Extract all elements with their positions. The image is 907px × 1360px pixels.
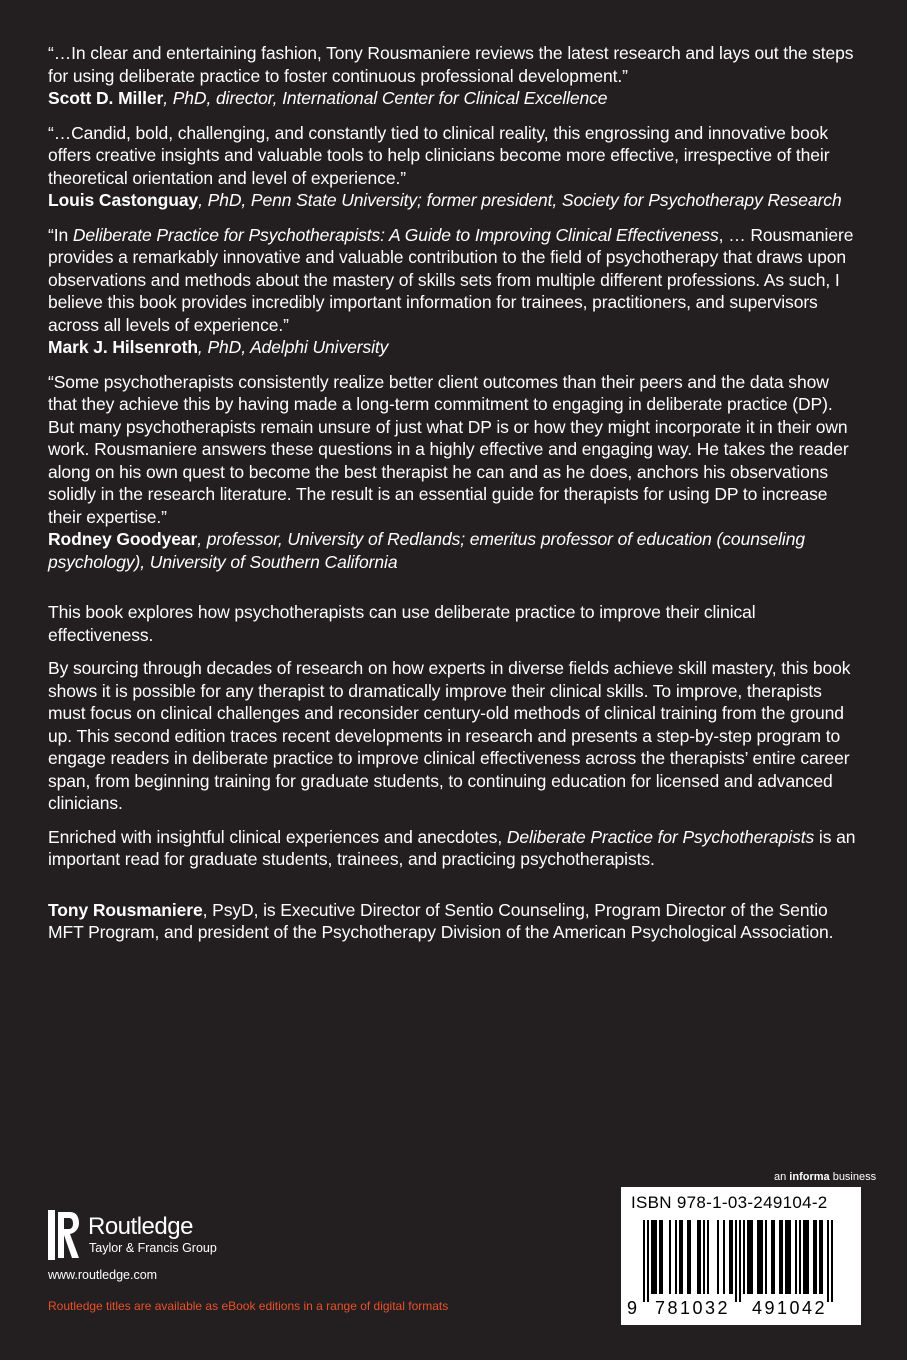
barcode-bar xyxy=(669,1220,671,1294)
barcode-bar xyxy=(759,1220,761,1294)
barcode-bar xyxy=(703,1220,705,1294)
quote-miller xyxy=(48,42,860,110)
barcode-bar xyxy=(789,1220,791,1294)
barcode-bar xyxy=(785,1220,787,1294)
quote-author-credentials: , professor, University of Redlands; emeritus professor of education (counseling psychology), University of Southern California xyxy=(48,529,805,572)
barcode-bar xyxy=(653,1220,655,1294)
quote-author-name: Louis Castonguay xyxy=(48,190,199,210)
barcode-bar xyxy=(735,1220,737,1302)
informa-brand: informa xyxy=(789,1171,830,1183)
barcode-bar xyxy=(815,1220,817,1294)
barcode-bar xyxy=(757,1220,759,1294)
quote-attribution xyxy=(48,336,860,359)
barcode-bar xyxy=(747,1220,749,1294)
barcode-bar xyxy=(731,1220,733,1294)
barcode-bar xyxy=(807,1220,809,1294)
barcode-bar xyxy=(805,1220,807,1294)
quote-attribution xyxy=(48,189,860,212)
description-prefix: Enriched with insightful clinical experiences and anecdotes, xyxy=(48,826,507,847)
barcode-bar xyxy=(659,1220,661,1294)
author-bio xyxy=(48,899,860,944)
barcode-bar xyxy=(743,1220,745,1294)
quote-author-credentials: , PhD, director, International Center for Clinical Excellence xyxy=(163,88,608,108)
quote-hilsenroth xyxy=(48,224,860,359)
quote-text-prefix: “In xyxy=(48,224,73,245)
description-paragraph xyxy=(48,826,860,871)
barcode-bar xyxy=(699,1220,701,1294)
barcode-bar xyxy=(689,1220,691,1294)
quote-author-name: Scott D. Miller xyxy=(48,88,164,108)
barcode-bar xyxy=(661,1220,663,1294)
barcode-bar xyxy=(707,1220,709,1294)
barcode-bar xyxy=(749,1220,751,1294)
quote-book-title: Deliberate Practice for Psychotherapists: A Guide to Improving Clinical Effectiveness xyxy=(72,224,719,245)
quote-author-credentials: , PhD, Adelphi University xyxy=(197,337,389,357)
back-cover-text xyxy=(48,42,860,944)
barcode-bar xyxy=(643,1220,645,1302)
barcode-bar xyxy=(795,1220,797,1294)
barcode-bar xyxy=(765,1220,767,1294)
quote-castonguay xyxy=(48,122,860,212)
quote-author-credentials: , PhD, Penn State University; former president, Society for Psychotherapy Research xyxy=(198,190,842,210)
barcode-digits-right: 491042 xyxy=(752,1298,828,1318)
quote-author-name: Rodney Goodyear xyxy=(48,529,198,549)
barcode-bar xyxy=(773,1220,775,1294)
barcode-bar xyxy=(819,1220,821,1294)
barcode-bar xyxy=(679,1220,681,1294)
barcode-bar xyxy=(799,1220,801,1294)
quote-author-name: Mark J. Hilsenroth xyxy=(48,337,198,357)
isbn-label: ISBN 978-1-03-249104-2 xyxy=(631,1193,828,1212)
quote-text: “Some psychotherapists consistently realize better client outcomes than their peers and the data show that they achieve this by having made a long-term commitment to engaging in deliberate practice (DP). But many psychotherapists remain unsure of just what DP is or how they might incorporate it in their own work. Rousmaniere answers these questions in a highly effective and engaging way. He takes the reader along on his own quest to become the best therapist he can and as he does, anchors his observations solidly in the research literature. The result is an essential guide for therapists for using DP to increase their expertise.” xyxy=(48,371,849,527)
author-bio-rest: , PsyD, is Executive Director of Sentio Counseling, Program Director of the Sentio MFT Program, and president of the Psychotherapy Division of the American Psychological Association. xyxy=(48,899,834,942)
barcode-bar xyxy=(681,1220,683,1294)
barcode-bar xyxy=(729,1220,731,1294)
informa-suffix: business xyxy=(829,1171,877,1183)
barcode-bar xyxy=(723,1220,725,1294)
author-name: Tony Rousmaniere xyxy=(48,899,203,920)
barcode-digits-left: 781032 xyxy=(655,1298,731,1318)
informa-prefix: an xyxy=(774,1171,790,1183)
quote-text-rest: , … Rousmaniere provides a remarkably innovative and valuable contribution to the field of psychotherapy that draws upon observations and methods about the mastery of skills sets from multiple different professions. As such, I believe this book provides incredibly important information for trainees, practitioners, and supervisors across all levels of experience.” xyxy=(48,224,854,335)
description-paragraph: This book explores how psychotherapists can use deliberate practice to improve their clinical effectiveness. xyxy=(48,602,756,645)
quote-text: “…In clear and entertaining fashion, Tony Rousmaniere reviews the latest research and lays out the steps for using deliberate practice to foster continuous professional development.” xyxy=(48,43,854,86)
barcode-bar xyxy=(779,1220,781,1294)
description-rest: is an important read for graduate students, trainees, and practicing psychotherapists. xyxy=(48,826,856,869)
barcode-bar xyxy=(771,1220,773,1294)
informa-business-note xyxy=(774,1171,876,1184)
quote-text xyxy=(48,224,860,337)
isbn-barcode xyxy=(621,1187,861,1325)
quote-goodyear xyxy=(48,371,860,574)
barcode-bar xyxy=(675,1220,677,1294)
publisher-url[interactable]: www.routledge.com xyxy=(48,1268,158,1282)
barcode-bars xyxy=(643,1220,843,1302)
barcode-bar xyxy=(651,1220,653,1294)
barcode-bar xyxy=(813,1220,815,1294)
routledge-logo-icon xyxy=(48,1210,80,1260)
barcode-bar xyxy=(697,1220,699,1294)
barcode-bar xyxy=(739,1220,741,1302)
barcode-bar xyxy=(827,1220,829,1302)
author-bio-text xyxy=(48,899,860,944)
barcode-digits xyxy=(621,1297,861,1319)
book-description xyxy=(48,601,860,871)
barcode-bar xyxy=(803,1220,805,1294)
barcode-bar xyxy=(831,1220,833,1302)
quote-text: “…Candid, bold, challenging, and constantly tied to clinical reality, this engrossing and innovative book offers creative insights and valuable tools to help clinicians become more effective, irrespective of their theoretical orientation and level of experience.” xyxy=(48,122,830,188)
barcode-bar xyxy=(781,1220,783,1294)
barcode-bar xyxy=(761,1220,763,1294)
barcode-bar xyxy=(655,1220,657,1294)
publisher-name: Routledge xyxy=(88,1213,193,1240)
barcode-bar xyxy=(821,1220,823,1294)
barcode-bar xyxy=(787,1220,789,1294)
barcode-digit-lead: 9 xyxy=(627,1298,638,1318)
barcode-bar xyxy=(647,1220,649,1302)
publisher-logo xyxy=(48,1210,348,1260)
barcode-bar xyxy=(687,1220,689,1294)
description-book-title: Deliberate Practice for Psychotherapists xyxy=(506,826,815,847)
quote-attribution xyxy=(48,528,860,573)
ebook-note: Routledge titles are available as eBook editions in a range of digital formats xyxy=(48,1299,449,1313)
description-paragraph: By sourcing through decades of research on how experts in diverse fields achieve skill mastery, this book shows it is possible for any therapist to dramatically improve their clinical skills. To improve, therapists must focus on clinical challenges and reconsider century-old methods of clinical training from the ground up. This second edition traces recent developments in research and presents a step-by-step program to engage readers in deliberate practice to improve clinical effectiveness across the therapists’ entire career span, from beginning training for graduate students, to continuing education for licensed and advanced clinicians. xyxy=(48,658,851,813)
barcode-bar xyxy=(751,1220,753,1294)
publisher-group: Taylor & Francis Group xyxy=(89,1241,217,1255)
barcode-bar xyxy=(717,1220,719,1294)
quote-attribution xyxy=(48,87,860,110)
